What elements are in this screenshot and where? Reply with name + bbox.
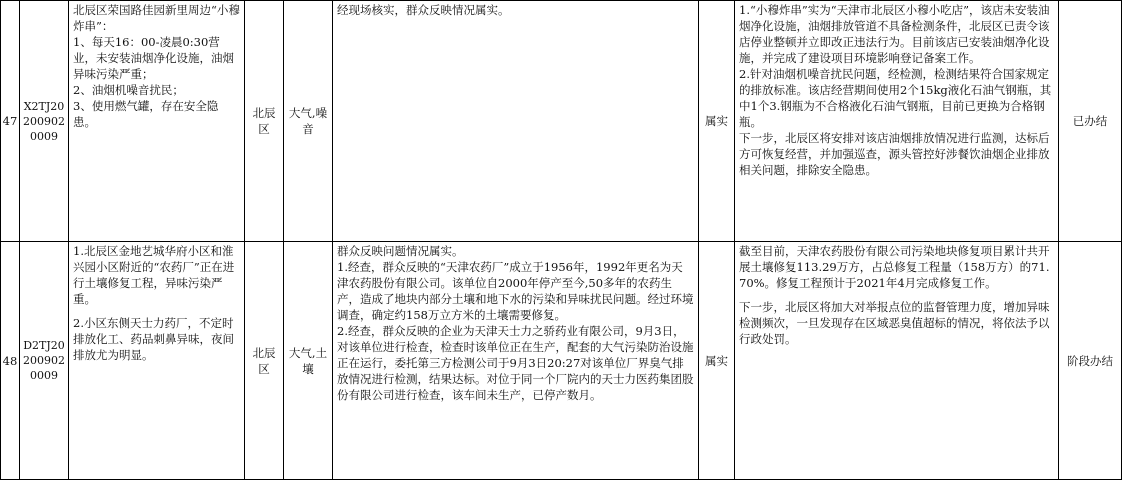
investigation-cell — [333, 242, 699, 480]
complaint-line: 1.北辰区金地艺城华府小区和淮兴园小区附近的“农药厂”正在进行土壤修复工程，异味污染严重。 — [73, 244, 235, 306]
investigation-line: 1.经查，群众反映的“天津农药厂”成立于1956年，1992年更名为天津农药股份有限公司。该单位自2000年停产至今,50多年的农药生产，造成了地块内部分土壤和地下水的污染和异味扰民问题。经过环境调查，确定约158万立方米的土壤需要修复。 — [337, 260, 694, 322]
verdict-cell: 属实 — [699, 1, 735, 242]
action-line: 2.针对油烟机噪音扰民问题，经检测，检测结果符合国家规定的排放标准。该店经营期间使用2个15kg液化石油气钢瓶，其中1个3.钢瓶为不合格液化石油气钢瓶，目前已更换为合格钢瓶。 — [739, 67, 1052, 129]
complaint-cell — [69, 242, 245, 480]
complaint-line: 3、使用燃气罐，存在安全隐患。 — [73, 99, 219, 129]
pollution-type-cell: 大气,土壤 — [284, 242, 333, 480]
status-cell: 已办结 — [1059, 1, 1122, 242]
complaint-line: 2.小区东侧天士力药厂，不定时排放化工、药品刺鼻异味，夜间排放尤为明显。 — [73, 316, 234, 362]
investigation-line: 2.经查，群众反映的企业为天津天士力之骄药业有限公司，9月3日，对该单位进行检查，检查时该单位正在生产，配套的大气污染防治设施正在运行，委托第三方检测公司于9月3日20:27对该单位厂界臭气排放情况进行检测，结果达标。对位于同一个厂院内的天士力医药集团股份有限公司进行检查，该车间未生产，已停产数月。 — [337, 324, 694, 402]
complaint-line: 北辰区荣国路佳园新里周边“小穆炸串”： — [73, 3, 240, 33]
district-cell: 北辰区 — [245, 1, 284, 242]
action-line: 截至目前，天津农药股份有限公司污染地块修复项目累计共开展土壤修复113.29万方，占总修复工程量（158万方）的71.70%。修复工程预计于2021年4月完成修复工作。 — [739, 244, 1050, 290]
action-cell — [735, 1, 1059, 242]
investigation-line: 经现场核实，群众反映情况属实。 — [337, 3, 510, 17]
pollution-type-cell: 大气,噪音 — [284, 1, 333, 242]
paragraph-gap — [739, 291, 1054, 299]
action-line: 1.“小穆炸串”实为“天津市北辰区小穆小吃店”，该店未安装油烟净化设施，油烟排放管道不具备检测条件，北辰区已责令该店停业整顿并立即改正违法行为。目前该店已安装油烟净化设施，并完成了建设项目环境影响登记备案工作。 — [739, 3, 1050, 65]
investigation-line: 群众反映问题情况属实。 — [337, 244, 464, 258]
action-line: 下一步，北辰区将安排对该店油烟排放情况进行监测，达标后方可恢复经营，并加强巡查，源头管控好涉餐饮油烟企业排放相关问题，排除安全隐患。 — [739, 131, 1050, 177]
case-code: X2TJ202009020009 — [20, 1, 69, 242]
row-index: 47 — [1, 1, 20, 242]
paragraph-gap — [73, 307, 240, 315]
row-index: 48 — [1, 242, 20, 480]
action-cell — [735, 242, 1059, 480]
investigation-cell — [333, 1, 699, 242]
case-code: D2TJ202009020009 — [20, 242, 69, 480]
district-cell: 北辰区 — [245, 242, 284, 480]
complaint-line: 2、油烟机噪音扰民； — [73, 83, 184, 97]
complaint-cell — [69, 1, 245, 242]
complaint-line: 1、每天16：00-凌晨0:30营业，未安装油烟净化设施，油烟异味污染严重； — [73, 35, 234, 81]
table-row — [1, 1, 1122, 242]
status-cell: 阶段办结 — [1059, 242, 1122, 480]
action-line: 下一步，北辰区将加大对举报点位的监督管理力度，增加异味检测频次，一旦发现存在区域恶臭值超标的情况，将依法予以行政处罚。 — [739, 300, 1050, 346]
table-row — [1, 242, 1122, 480]
verdict-cell: 属实 — [699, 242, 735, 480]
